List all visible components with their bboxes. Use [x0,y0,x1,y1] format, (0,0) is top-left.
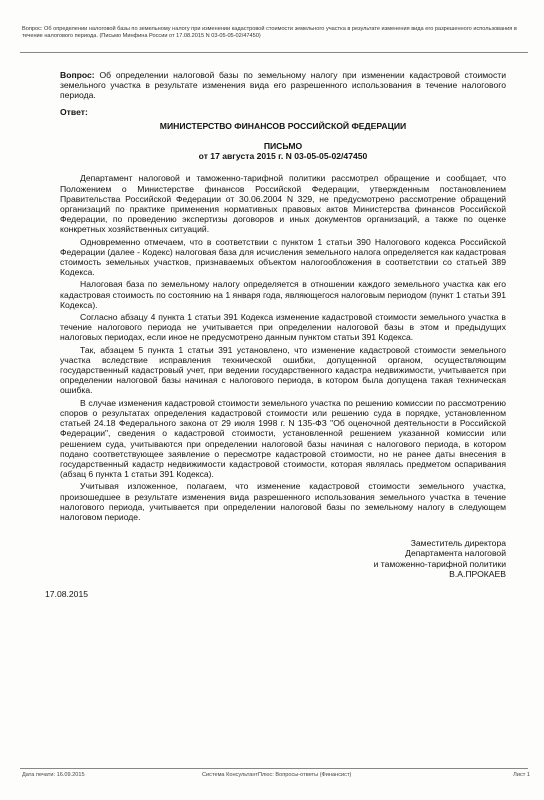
letter-title: ПИСЬМО [263,141,303,152]
page-header: Вопрос: Об определении налоговой базы по земельному налогу при изменении кадастровой стоимости земельного участка в результате изменения вида его разрешенного использования в течение налогового периода. (Письмо Минфина России от 17.08.2015 N 03-05-05-02/47450) [22,26,517,39]
paragraph: Налоговая база по земельному налогу определяется в отношении каждого земельного участка как его кадастровая стоимость по состоянию на 1 января года, являющегося налоговым периодом (пункт 1 статьи 391 Кодекса). [60,279,506,310]
letter-date-number: от 17 августа 2015 г. N 03-05-05-02/47450 [198,151,368,162]
document-date: 17.08.2015 [45,588,89,599]
paragraph: В случае изменения кадастровой стоимости земельного участка по решению комиссии по рассмотрению споров о результатах определения кадастровой стоимости или решению суда в порядке, установленном статьей 24.18 Федерального закона от 29 июля 1998 г. N 135-ФЗ "Об оценочной деятельности в Российской Федерации", сведения о кадастровой стоимости, установленной решением указанной комиссии или решением суда, учитываются при определении налоговой базы начиная с налогового периода, в котором подано соответствующее заявление о пересмотре кадастровой стоимости, но не ранее даты внесения в государственный кадастр недвижимости кадастровой стоимости, которая являлась предметом оспаривания (абзац 6 пункта 1 статьи 391 Кодекса). [60,397,506,480]
ministry-heading: МИНИСТЕРСТВО ФИНАНСОВ РОССИЙСКОЙ ФЕДЕРАЦИИ [159,120,407,131]
signatory-name: В.А.ПРОКАЕВ [449,568,506,579]
question-label: Вопрос: [60,70,95,80]
footer-divider [20,768,528,769]
paragraph: Одновременно отмечаем, что в соответствии с пунктом 1 статьи 390 Налогового кодекса Российской Федерации (далее - Кодекс) налоговая база для исчисления земельного налога определяется как кадастровая стоимость земельных участков, признаваемых объектом налогообложения в соответствии со статьей 389 Кодекса. [60,236,506,278]
paragraph: Так, абзацем 5 пункта 1 статьи 391 установлено, что изменение кадастровой стоимости земельного участка вследствие исправления технической ошибки, допущенной органом, осуществляющим государственный кадастровый учет, при ведении государственного кадастра недвижимости, учитывается при определении налоговой базы начиная с налогового периода, в котором была допущена такая техническая ошибка. [60,344,506,396]
question-block [60,70,506,101]
signature-line: и таможенно-тарифной политики [373,558,506,569]
paragraph: Департамент налоговой и таможенно-тарифной политики рассмотрел обращение и сообщает, что Положением о Министерстве финансов Российской Федерации, утвержденным постановлением Правительства Российской Федерации от 30.06.2004 N 329, не предусмотрено рассмотрение обращений организаций по практике применения нормативных правовых актов Министерства финансов Российской Федерации, по проведению экспертизы договоров и иных документов организаций, а также по оценке конкретных хозяйственных ситуаций. [60,173,506,235]
sheet-number: Лист 1 [513,772,530,778]
paragraph: Согласно абзацу 4 пункта 1 статьи 391 Кодекса изменение кадастровой стоимости земельного участка в течение налогового периода не учитывается при определении налоговой базы в этом и предыдущих налоговых периодах, если иное не предусмотрено данным пунктом статьи 391 Кодекса. [60,312,506,343]
system-name: Система КонсультантПлюс: Вопросы-ответы (Финансист) [202,772,352,778]
signature-line: Заместитель директора [410,538,506,549]
signature-block [330,538,506,579]
answer-label: Ответ: [60,106,88,117]
signature-line: Департамента налоговой [405,548,506,559]
document-body [45,70,506,599]
paragraph: Учитывая изложенное, полагаем, что изменение кадастровой стоимости земельного участка, произошедшее в результате изменения вида разрешенного использования земельного участка в течение налогового периода, учитывается при определении налоговой базы по земельному налогу в следующем налоговом периоде. [60,481,506,522]
header-divider [20,52,528,53]
print-date: Дата печати: 16.09.2015 [22,772,85,778]
question-text: Об определении налоговой базы по земельному налогу при изменении кадастровой стоимости земельного участка в результате изменения вида его разрешенного использования в течение налогового периода. [60,70,506,101]
